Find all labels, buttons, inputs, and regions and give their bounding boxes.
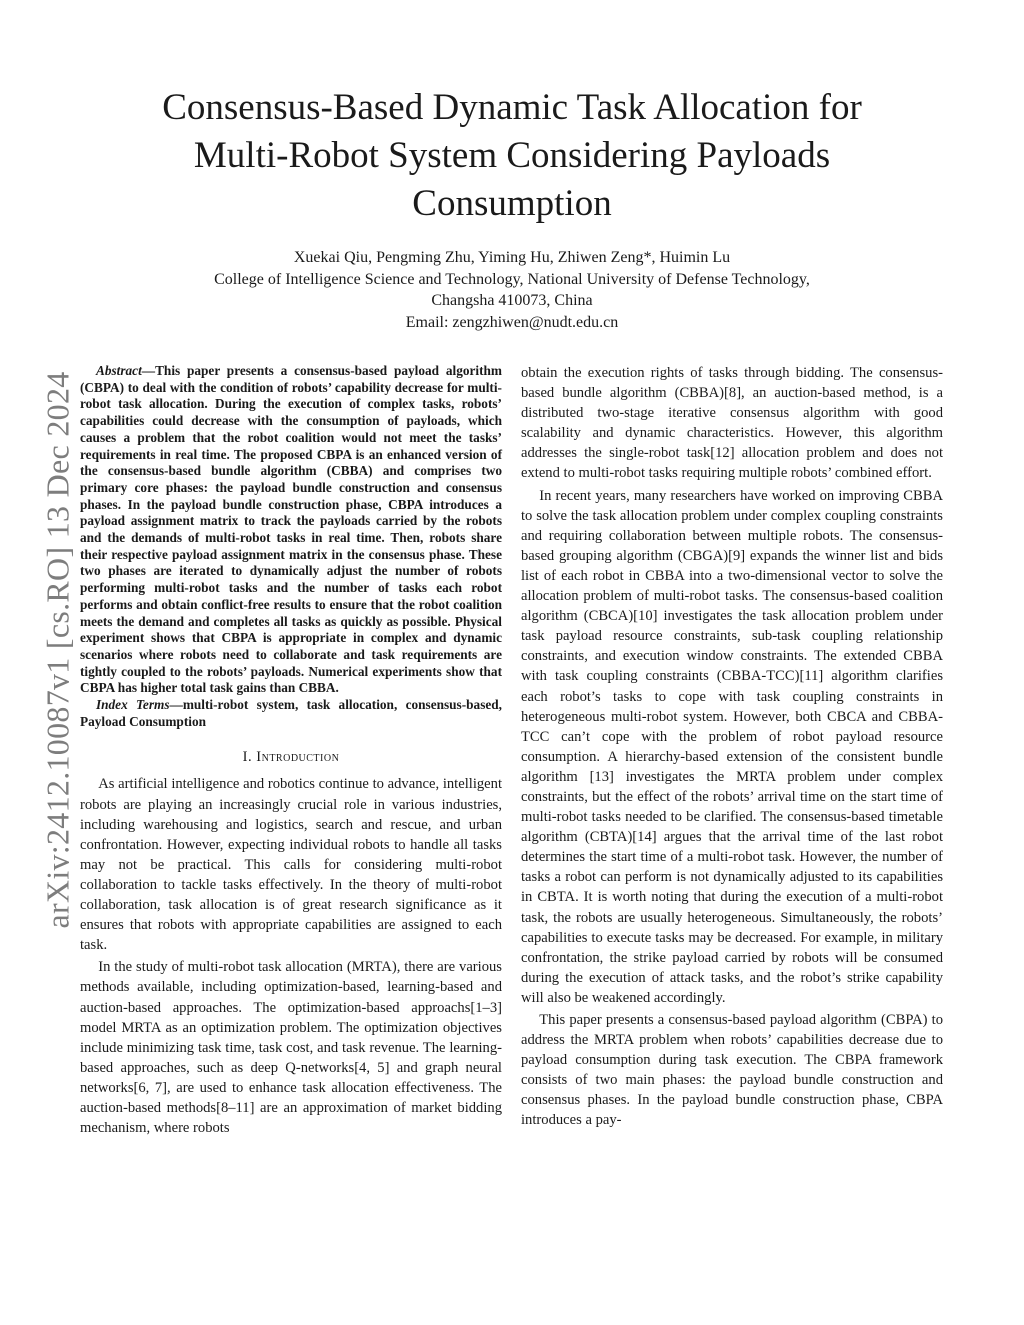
right-column [521, 363, 943, 1131]
index-terms [80, 697, 502, 730]
title-line-1: Consensus-Based Dynamic Task Allocation for [162, 87, 862, 128]
title-line-3: Consumption [412, 183, 612, 224]
left-column [80, 363, 502, 1138]
affiliation-line-2: Changsha 410073, China [431, 292, 593, 309]
section-number: I. [242, 749, 257, 766]
section-heading-introduction [80, 748, 502, 766]
arxiv-identifier: arXiv:2412.10087v1 [cs.RO] 13 Dec 2024 [39, 371, 76, 929]
intro-paragraph-3: In recent years, many researchers have worked on improving CBBA to solve the task allocation problem under complex coupling constraints and requiring collaboration between multiple robots. The consensus-based grouping algorithm (CBGA)[9] expands the winner list and bids list of each robot in CBBA into a two-dimensional vector to solve the allocation problem of multi-robot tasks. The consensus-based coalition algorithm (CBCA)[10] investigates the task allocation problem under task payload resource constraints, sub-task coupling relationship constraints, and execution window constraints. The extended CBBA with task coupling constraints (CBBA-TCC)[11] algorithm clarifies each robot’s tasks to cope with task coupling constraints in heterogeneous multi-robot system. However, both CBCA and CBBA-TCC can’t cope with the problem of robot payload resource consumption. A hierarchy-based extension of the consistent bundle algorithm [13] investigates the MRTA problem under complex constraints, but the effect of the robots’ arrival time on the start time of multi-robot tasks needed to be clarified. The consensus-based timetable algorithm (CBTA)[14] argues that the arrival time of the last robot determines the start time of a multi-robot task. However, the number of tasks a robot can perform is not dynamically adjusted to its capabilities in CBTA. It is worth noting that during the execution of a multi-robot task, the robots are usually heterogeneous. Simultaneously, the robots’ capabilities to execute tasks may be decreased. For example, in military confrontation, the strike payload carried by robots will be consumed during the execution of attack tasks, and the robot’s strike capability will also be weakened accordingly. [521, 487, 943, 1006]
abstract-label: Abstract [95, 363, 142, 378]
intro-paragraph-2: In the study of multi-robot task allocation (MRTA), there are various methods available, including optimization-based, learning-based and auction-based approaches. The optimization-based approachs[1–3] model MRTA as an optimization problem. The optimization objectives include minimizing task time, task cost, and task revenue. The learning-based approaches, such as deep Q-networks[4, 5] and graph neural networks[6, 7], are used to enhance task allocation effectiveness. The auction-based methods[8–11] are an approximation of market bidding mechanism, where robots [80, 959, 502, 1137]
author-email: Email: zengzhiwen@nudt.edu.cn [405, 313, 619, 331]
paper-title [110, 84, 914, 228]
intro-paragraph-4: This paper presents a consensus-based payload algorithm (CBPA) to address the MRTA problem when robots’ capabilities decrease due to payload consumption during task execution. The CBPA framework consists of two main phases: the payload bundle construction and consensus phases. In the payload bundle construction phase, CBPA introduces a pay- [521, 1012, 943, 1129]
intro-paragraph-2-continued: obtain the execution rights of tasks through bidding. The consensus-based bundle algorithm (CBBA)[8], an auction-based method, is a distributed two-stage iterative consensus algorithm with good scalability and dynamic characteristics. However, this algorithm addresses the single-robot task[12] allocation problem and does not extend to multi-robot tasks requiring multiple robots’ combined effort. [521, 365, 943, 482]
intro-paragraph-1: As artificial intelligence and robotics continue to advance, intelligent robots are playing an increasingly crucial role in various industries, including warehousing and logistics, search and rescue, and urban confrontation. However, expecting individual robots to handle all tasks may not be practical. This calls for considering multi-robot collaboration to tackle tasks effectively. In the theory of multi-robot collaboration, task allocation is of great research significance as it ensures that robots with appropriate capabilities are assigned to each task. [80, 776, 502, 954]
index-terms-label: Index Terms [95, 697, 170, 713]
section-title: Introduction [256, 749, 340, 766]
author-names: Xuekai Qiu, Pengming Zhu, Yiming Hu, Zhiwen Zeng*, Huimin Lu [293, 249, 731, 266]
title-line-2: Multi-Robot System Considering Payloads [193, 135, 831, 176]
author-block [110, 247, 914, 333]
index-terms-text: —multi-robot system, task allocation, consensus-based, Payload Consumption [80, 697, 502, 729]
abstract [80, 363, 502, 697]
abstract-text: —This paper presents a consensus-based payload algorithm (CBPA) to deal with the condition of robots’ capability decrease for multi-robot task allocation. During the execution of complex tasks, robots’ capabilities could decrease with the consumption of payloads, which causes a problem that the robot coalition would not meet the tasks’ requirements in real time. The proposed CBPA is an enhanced version of the consensus-based bundle algorithm (CBBA) and comprises two primary core phases: the payload bundle construction and consensus phases. In the payload bundle construction phase, CBPA introduces a payload assignment matrix to track the payloads carried by the robots and the demands of multi-robot tasks in real time. Then, robots share their respective payload assignment matrix in the consensus phase. These two phases are iterated to dynamically adjust the number of robots performing multi-robot tasks and the number of tasks each robot performs and obtain conflict-free results to ensure that the robot coalition meets the demand and completes all tasks as quickly as possible. Physical experiment shows that CBPA is appropriate in complex and dynamic scenarios where robots need to collaborate and task requirements are tightly coupled to the robots’ payloads. Numerical experiments show that CBPA has higher total task gains than CBBA. [80, 363, 502, 696]
affiliation-line-1: College of Intelligence Science and Technology, National University of Defense Technology, [214, 270, 810, 288]
